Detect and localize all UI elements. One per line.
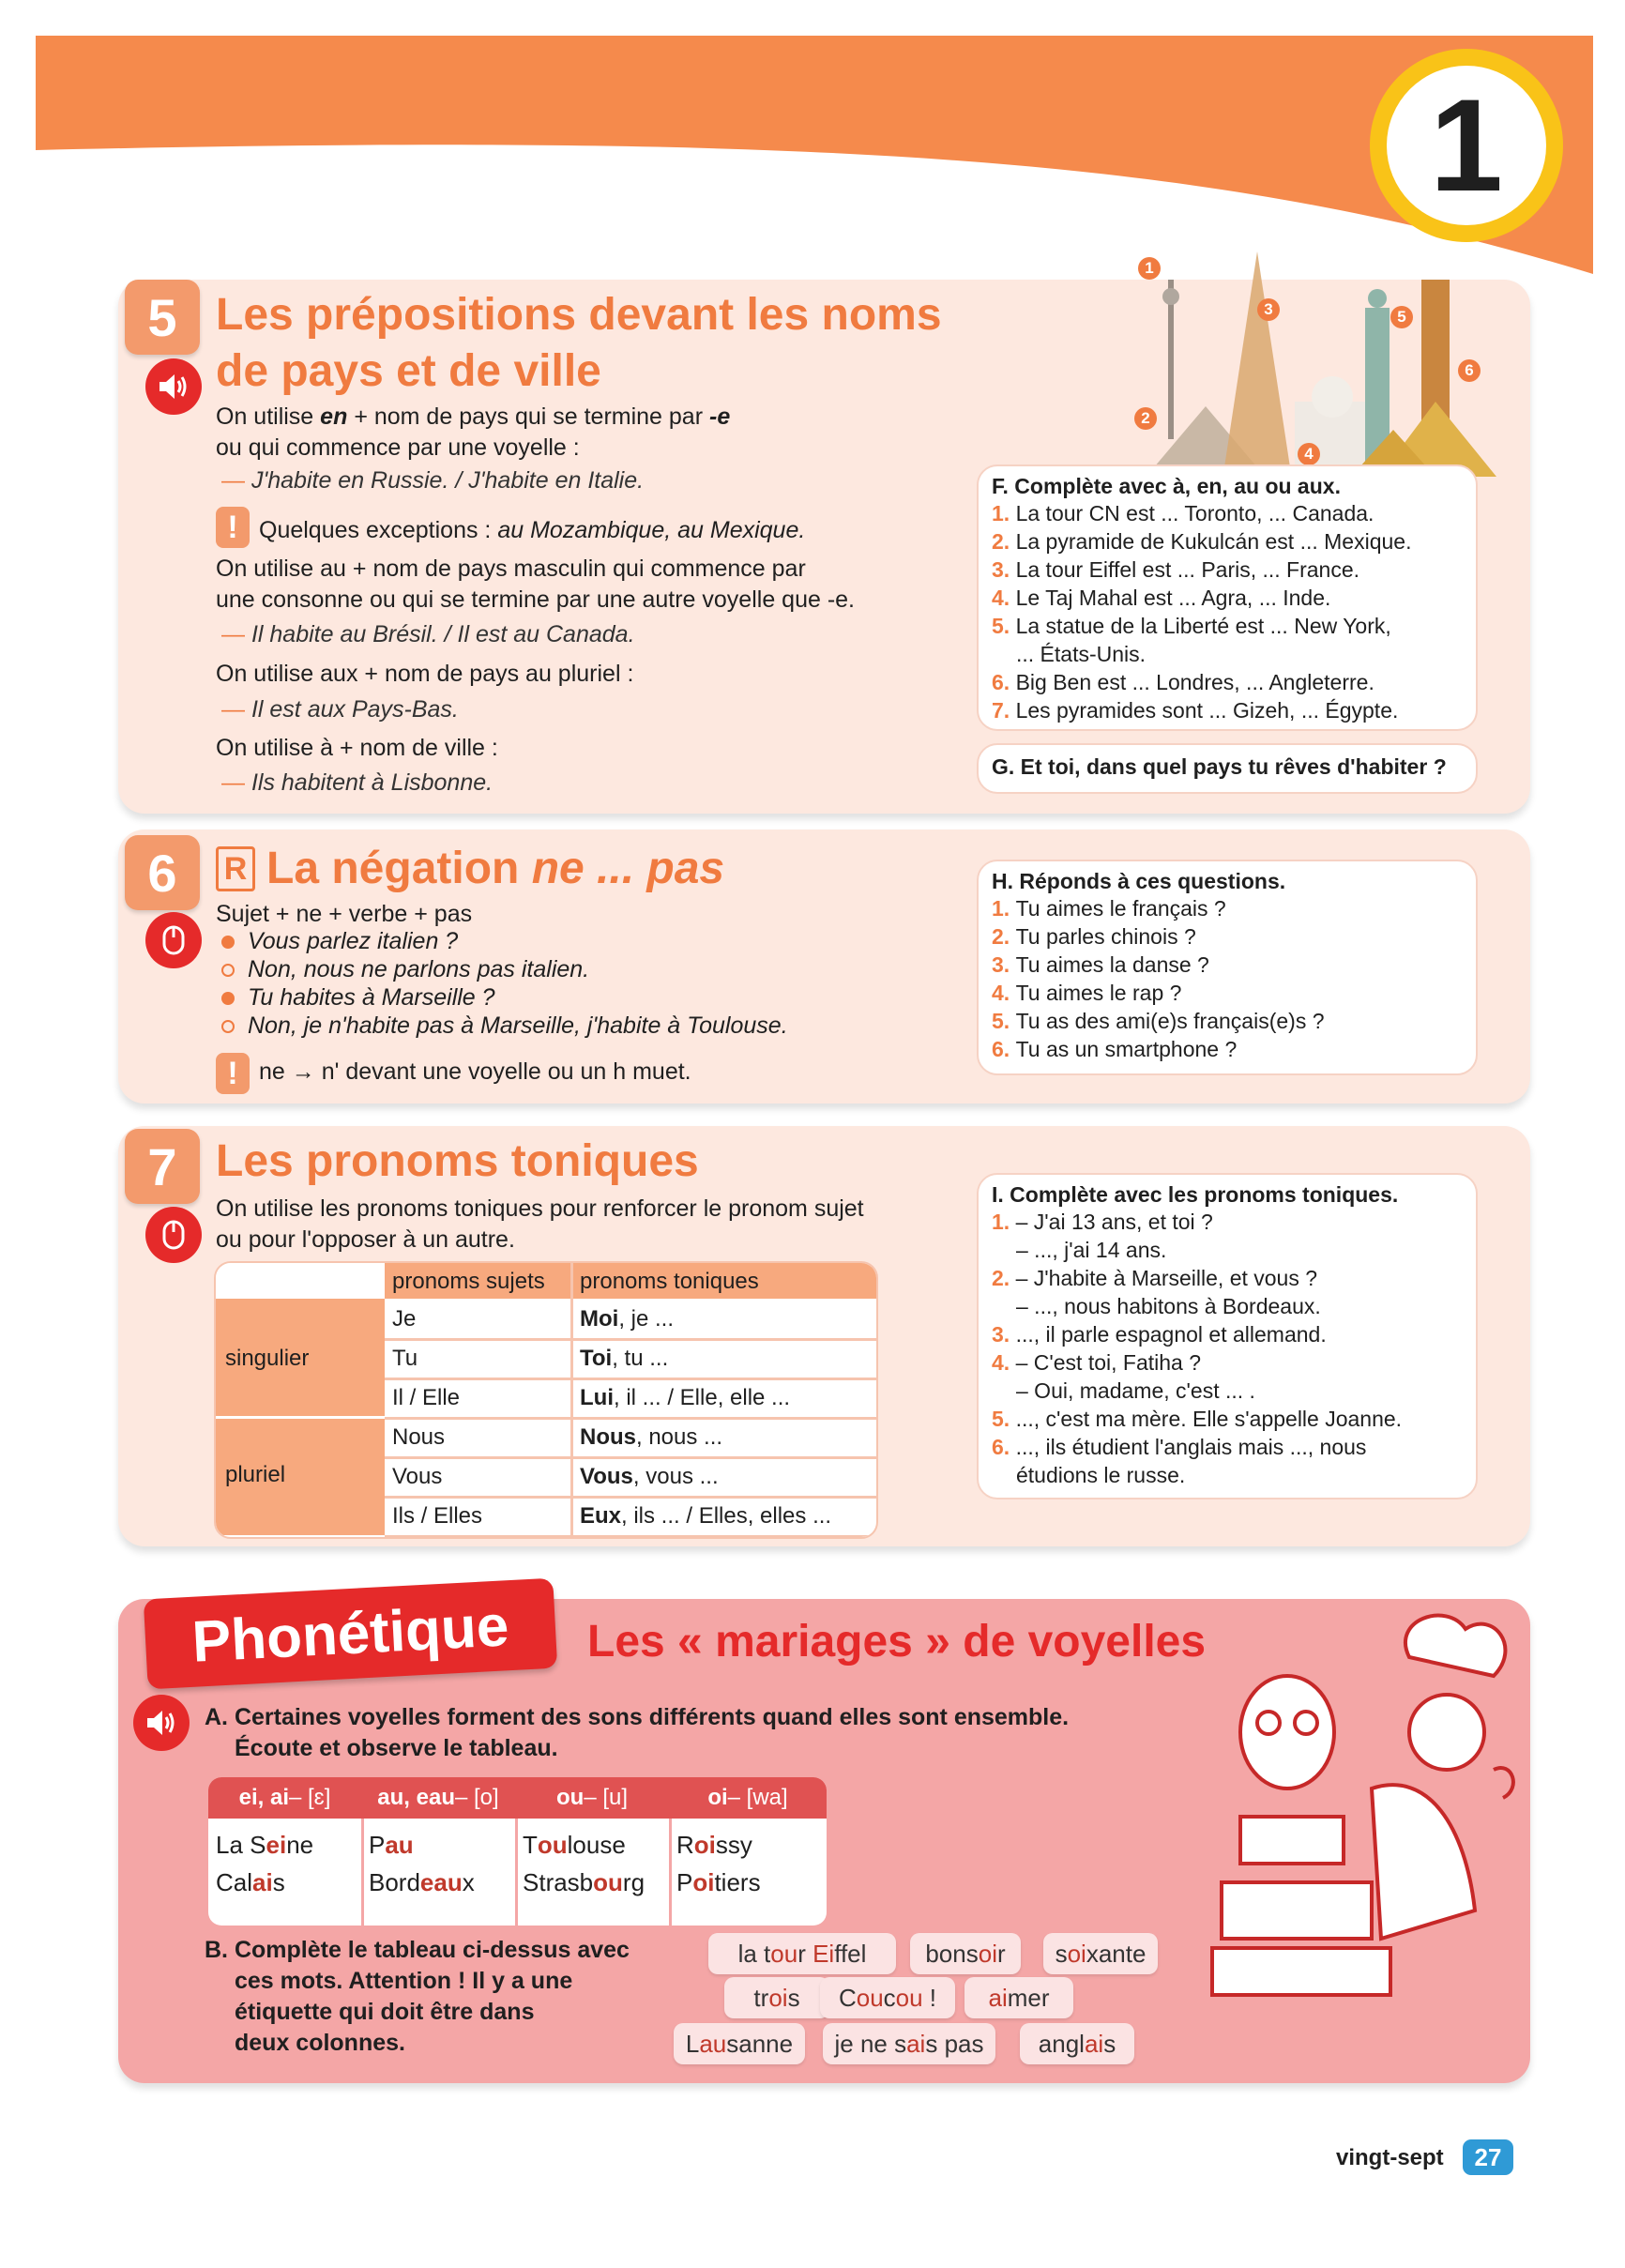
exercise-h-item-number: 2. — [992, 924, 1016, 949]
exercise-f-item-number: 2. — [992, 529, 1016, 554]
chef-cake-illustration — [1184, 1601, 1531, 2014]
pronoun-subject: Il / Elle — [392, 1385, 461, 1410]
exercise-i-item — [992, 1320, 1463, 1348]
exercise-h-item-number: 4. — [992, 981, 1016, 1005]
exercise-f-item — [992, 612, 1463, 640]
exercise-h-item-number: 3. — [992, 952, 1016, 977]
negation-line-text: Tu habites à Marseille ? — [248, 984, 495, 1011]
exercise-f-item-text: La statue de la Liberté est ... New York, — [1015, 614, 1391, 638]
exercise-i-item — [992, 1208, 1463, 1236]
page-number-badge: 27 — [1463, 2139, 1513, 2175]
audio-speaker-icon[interactable] — [145, 358, 202, 415]
section-5-title: Les prépositions devant les noms de pays et de ville — [216, 290, 942, 396]
exercise-f-item-text: La pyramide de Kukulcán est ... Mexique. — [1015, 529, 1412, 554]
pronoun-subject: Tu — [392, 1346, 418, 1371]
vowel-examples: La Seine Calais — [216, 1831, 314, 1896]
exercise-g-box[interactable] — [977, 743, 1478, 794]
exercise-i-item-text: ..., ils étudient l'anglais mais ..., nous — [1015, 1435, 1367, 1459]
rule-a: On utilise à + nom de ville : — [216, 735, 498, 761]
example-aux: — Il est aux Pays-Bas. — [221, 696, 459, 723]
exercise-h-item-text: Tu aimes la danse ? — [1015, 952, 1209, 977]
monument-marker-2: 2 — [1134, 407, 1157, 430]
monument-marker-3: 3 — [1257, 298, 1280, 321]
phonetique-banner: Phonétique — [144, 1578, 557, 1690]
r-reference-icon: R — [216, 846, 255, 891]
example-a: — Ils habitent à Lisbonne. — [221, 769, 494, 796]
word-tag[interactable]: Coucou ! — [820, 1977, 955, 2018]
exercise-h-item — [992, 1035, 1463, 1063]
exercise-f-item-number: 6. — [992, 670, 1016, 694]
exercise-i-item-text: – J'habite à Marseille, et vous ? — [1015, 1266, 1318, 1290]
exercise-h-item-number: 5. — [992, 1009, 1016, 1033]
audio-speaker-icon-phon[interactable] — [133, 1695, 190, 1751]
exercise-i-item-text: ..., il parle espagnol et allemand. — [1015, 1322, 1327, 1347]
section-7-number: 7 — [125, 1129, 200, 1204]
monument-marker-5: 5 — [1390, 306, 1413, 328]
negation-formula: Sujet + ne + verbe + pas — [216, 901, 473, 927]
exercise-i-item — [992, 1292, 1463, 1320]
table-divider — [385, 1456, 876, 1459]
vowel-examples: Pau Bordeaux — [369, 1831, 475, 1896]
col-tonic-header: pronoms toniques — [580, 1269, 759, 1294]
exercise-i-item-text: ..., c'est ma mère. Elle s'appelle Joanne. — [1015, 1407, 1403, 1431]
answer-bullet — [221, 964, 235, 977]
question-bullet — [221, 936, 235, 949]
table-divider — [385, 1378, 876, 1380]
exercise-f-item — [992, 696, 1463, 724]
exercise-f-item-text: La tour CN est ... Toronto, ... Canada. — [1015, 501, 1374, 525]
exercise-i-heading: I. Complète avec les pronoms toniques. — [992, 1182, 1399, 1207]
pronoun-subject: Vous — [392, 1464, 443, 1489]
exercise-i-item-number: 5. — [992, 1407, 1016, 1431]
exercise-h-item-text: Tu as un smartphone ? — [1015, 1037, 1238, 1061]
exercise-f-item — [992, 640, 1463, 668]
unit-number: 1 — [1430, 71, 1503, 219]
exercise-h-item — [992, 951, 1463, 979]
unit-badge — [1370, 49, 1563, 242]
exercise-i-item — [992, 1348, 1463, 1377]
rule-au: On utilise au + nom de pays masculin qui commence par une consonne ou qui se termine par une autre voyelle que -e. — [216, 556, 856, 613]
section-5-number: 5 — [125, 280, 200, 355]
negation-line-text: Vous parlez italien ? — [248, 928, 459, 954]
monument-marker-4: 4 — [1298, 443, 1320, 465]
exercise-h-item — [992, 922, 1463, 951]
exercise-f-item — [992, 556, 1463, 584]
pronoun-subject: Nous — [392, 1424, 446, 1450]
word-tag[interactable]: aimer — [964, 1977, 1073, 2018]
word-tag[interactable]: anglais — [1020, 2023, 1134, 2064]
exercise-i-item-text: – C'est toi, Fatiha ? — [1015, 1350, 1202, 1375]
instruction-a: A. Certaines voyelles forment des sons différents quand elles sont ensemble. Écoute et observe le tableau. — [205, 1704, 1070, 1761]
page-number-word: vingt-sept — [1336, 2145, 1444, 2170]
question-bullet — [221, 992, 235, 1005]
word-tag[interactable]: trois — [724, 1977, 829, 2018]
word-tag[interactable]: Lausanne — [674, 2023, 805, 2064]
exercise-h-item — [992, 979, 1463, 1007]
exercise-f-item-number: 1. — [992, 501, 1016, 525]
mouse-icon[interactable] — [145, 912, 202, 968]
exercise-h-item-text: Tu aimes le français ? — [1015, 896, 1226, 921]
negation-line-text: Non, je n'habite pas à Marseille, j'habite à Toulouse. — [248, 1012, 788, 1039]
group-singular: singulier — [225, 1346, 310, 1371]
pronoun-tonic: Lui, il ... / Elle, elle ... — [580, 1385, 791, 1410]
exercise-h-item-text: Tu parles chinois ? — [1015, 924, 1196, 949]
exercise-i-item — [992, 1236, 1463, 1264]
vowel-column — [361, 1777, 518, 1926]
exercise-i-item — [992, 1405, 1463, 1433]
vowel-column-header: ou – [u] — [515, 1777, 669, 1819]
exercise-i-item-text: – ..., j'ai 14 ans. — [1016, 1238, 1167, 1262]
vowel-column — [208, 1777, 364, 1926]
section-6-number: 6 — [125, 835, 200, 910]
pronoun-subject: Je — [392, 1306, 417, 1332]
vowels-table — [208, 1777, 827, 1926]
example-en: — J'habite en Russie. / J'habite en Italie. — [221, 467, 645, 494]
exercise-i-item-number: 3. — [992, 1322, 1016, 1347]
exercise-f-item-number: 4. — [992, 586, 1016, 610]
vowel-examples: Roissy Poitiers — [676, 1831, 761, 1896]
section-7-intro: On utilise les pronoms toniques pour renforcer le pronom sujet ou pour l'opposer à un autre. — [216, 1195, 864, 1253]
rule-aux: On utilise aux + nom de pays au pluriel : — [216, 661, 634, 687]
exercise-i-item-number: 6. — [992, 1435, 1016, 1459]
exercise-f-item-number: 7. — [992, 698, 1016, 723]
vowel-examples: Toulouse Strasbourg — [523, 1831, 645, 1896]
exercise-i-item-text: étudions le russe. — [1016, 1463, 1186, 1487]
exercise-f-item — [992, 584, 1463, 612]
vowel-column — [669, 1777, 827, 1926]
exercise-f-item-text: La tour Eiffel est ... Paris, ... France. — [1015, 557, 1360, 582]
phonetique-title: Les « mariages » de voyelles — [587, 1617, 1207, 1667]
exercise-h-box — [977, 860, 1478, 1075]
word-tag[interactable]: bonsoir — [910, 1933, 1021, 1974]
exercise-i-item — [992, 1461, 1463, 1489]
exercise-i-item-text: – J'ai 13 ans, et toi ? — [1015, 1210, 1213, 1234]
negation-line — [221, 983, 788, 1012]
vowel-column-header: oi – [wa] — [669, 1777, 827, 1819]
section-7-title: Les pronoms toniques — [216, 1136, 699, 1186]
exercise-i-item-text: – Oui, madame, c'est ... . — [1016, 1378, 1255, 1403]
exercise-f-item — [992, 668, 1463, 696]
pronoun-tonic: Vous, vous ... — [580, 1464, 719, 1489]
table-divider — [385, 1417, 876, 1420]
vowel-column-header: ei, ai – [ɛ] — [208, 1777, 361, 1819]
section-6-title: La négation ne ... pas — [266, 844, 725, 893]
vowel-column-header: au, eau – [o] — [361, 1777, 515, 1819]
word-tag[interactable]: soixante — [1043, 1933, 1158, 1974]
pronoun-tonic: Eux, ils ... / Elles, elles ... — [580, 1503, 832, 1529]
exercise-h-item-number: 1. — [992, 896, 1016, 921]
exercise-h-item — [992, 894, 1463, 922]
pronoun-tonic: Nous, nous ... — [580, 1424, 723, 1450]
warning-icon: ! — [216, 507, 250, 548]
exercise-h-item — [992, 1007, 1463, 1035]
monument-marker-6: 6 — [1458, 359, 1481, 382]
exercise-f-item-text: Les pyramides sont ... Gizeh, ... Égypte. — [1015, 698, 1399, 723]
exercise-i-item — [992, 1377, 1463, 1405]
monument-marker-1: 1 — [1138, 257, 1161, 280]
exercise-f-box — [977, 464, 1478, 731]
pronouns-table — [214, 1261, 878, 1539]
mouse-icon-7[interactable] — [145, 1207, 202, 1263]
exercise-f-item-text: Big Ben est ... Londres, ... Angleterre. — [1015, 670, 1374, 694]
exercise-f-item-text: Le Taj Mahal est ... Agra, ... Inde. — [1015, 586, 1331, 610]
pronoun-tonic: Toi, tu ... — [580, 1346, 669, 1371]
exercise-f-item-text: ... États-Unis. — [1016, 642, 1147, 666]
negation-line — [221, 955, 788, 983]
negation-examples — [221, 927, 788, 1040]
exercise-i-item — [992, 1264, 1463, 1292]
negation-line — [221, 927, 788, 955]
exercise-i-box — [977, 1173, 1478, 1499]
exercise-i-item-text: – ..., nous habitons à Bordeaux. — [1016, 1294, 1321, 1318]
exercise-f-item — [992, 499, 1463, 527]
exercise-h-item-number: 6. — [992, 1037, 1016, 1061]
exercise-i-item-number: 2. — [992, 1266, 1016, 1290]
exercise-h-item-text: Tu as des ami(e)s français(e)s ? — [1015, 1009, 1325, 1033]
exercise-i-item — [992, 1433, 1463, 1461]
vowel-column — [515, 1777, 672, 1926]
example-au: — Il habite au Brésil. / Il est au Canada. — [221, 621, 635, 647]
word-tag[interactable]: je ne sais pas — [823, 2023, 995, 2064]
word-tag[interactable]: la tour Eiffel — [708, 1933, 896, 1974]
negation-warning: ne → n' devant une voyelle ou un h muet. — [259, 1058, 691, 1085]
exceptions-note: Quelques exceptions : au Mozambique, au Mexique. — [259, 517, 806, 543]
table-divider — [385, 1338, 876, 1341]
exercise-i-item-number: 1. — [992, 1210, 1016, 1234]
exercise-h-heading: H. Réponds à ces questions. — [992, 869, 1286, 893]
answer-bullet — [221, 1020, 235, 1033]
exercise-f-item — [992, 527, 1463, 556]
table-divider — [385, 1496, 876, 1499]
rule-en: On utilise en + nom de pays qui se termine par -e ou qui commence par une voyelle : — [216, 403, 731, 461]
negation-line — [221, 1012, 788, 1040]
exercise-f-heading: F. Complète avec à, en, au ou aux. — [992, 474, 1341, 498]
exercise-f-item-number: 5. — [992, 614, 1016, 638]
pronoun-subject: Ils / Elles — [392, 1503, 483, 1529]
exercise-g-text: G. Et toi, dans quel pays tu rêves d'habiter ? — [992, 754, 1447, 779]
pronoun-tonic: Moi, je ... — [580, 1306, 675, 1332]
warning-icon-neg: ! — [216, 1053, 250, 1094]
exercise-h-item-text: Tu aimes le rap ? — [1015, 981, 1182, 1005]
instruction-b: B. Complète le tableau ci-dessus avec ces mots. Attention ! Il y a une étiquette qui doit être dans deux colonnes. — [205, 1937, 630, 2056]
table-divider — [385, 1535, 876, 1538]
exercise-i-item-number: 4. — [992, 1350, 1016, 1375]
col-subject-header: pronoms sujets — [392, 1269, 545, 1294]
group-plural: pluriel — [225, 1462, 286, 1487]
exercise-f-item-number: 3. — [992, 557, 1016, 582]
negation-line-text: Non, nous ne parlons pas italien. — [248, 956, 590, 982]
